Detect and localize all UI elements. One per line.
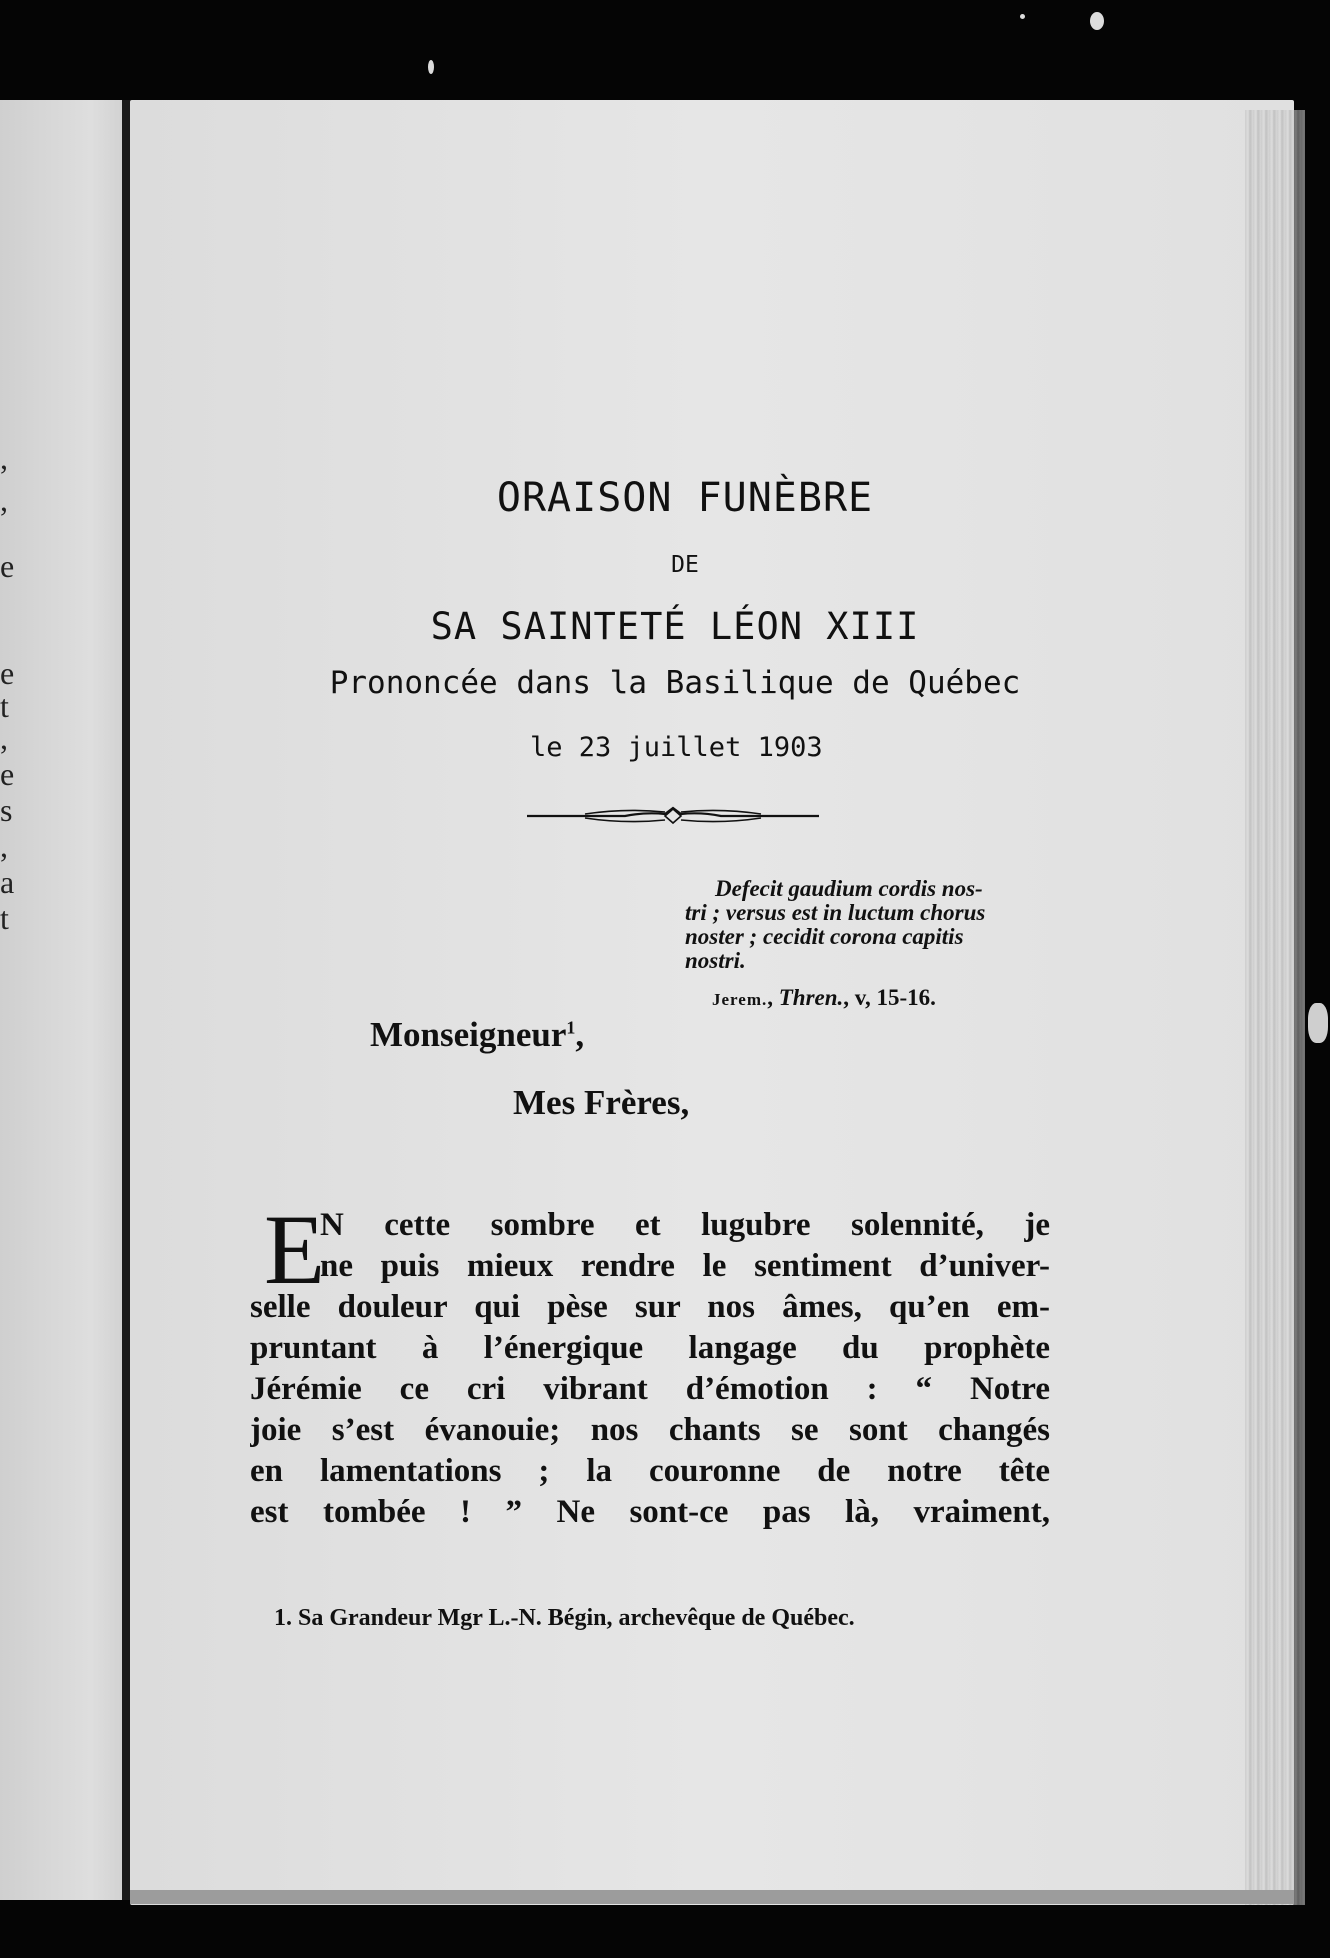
body-line: est tombée ! ” Ne sont-ce pas là, vraiment, [250,1494,1050,1530]
left-page-fragment: , [0,828,8,864]
salutation-comma: , [575,1015,585,1054]
left-page-fragment: t [0,688,9,724]
left-page-fragment: t [0,900,9,936]
left-page-margin [0,100,130,1900]
footnote: 1. Sa Grandeur Mgr L.-N. Bégin, archevêque de Québec. [274,1605,855,1631]
title-oraison-funebre: ORAISON FUNÈBRE [496,475,874,521]
epigraph-line: tri ; versus est in luctum chorus [685,900,986,925]
epigraph-work: Thren. [778,985,844,1010]
left-page-fragment: , [0,720,8,756]
page-edge-texture [1245,110,1305,1905]
epigraph-line: nostri. [685,948,746,973]
title-de: DE [671,552,699,578]
body-line: Jérémie ce cri vibrant d’émotion : “ Notre [250,1371,1050,1407]
body-line: pruntant à l’énergique langage du prophète [250,1330,1050,1366]
body-line: selle douleur qui pèse sur nos âmes, qu’en em- [250,1289,1050,1325]
left-page-fragment: a [0,864,15,900]
left-page-fragment: , [0,482,8,518]
salutation-mes-freres: Mes Frères, [513,1083,690,1122]
dust-speck [1308,1003,1328,1043]
dust-speck [428,60,434,74]
epigraph-source: Jerem., Thren., v, 15-16. [712,985,936,1010]
dust-speck [1020,14,1025,19]
page-bottom-edge [130,1890,1294,1904]
epigraph-line: Defecit gaudium cordis nos- [715,876,983,901]
title-leon-xiii: SA SAINTETÉ LÉON XIII [430,605,920,648]
left-page-fragment: s [0,792,13,828]
left-page-fragment: e [0,655,15,691]
left-page-fragment: e [0,756,15,792]
dust-speck [1090,12,1104,30]
footnote-marker: 1 [566,1017,576,1038]
body-line: ne puis mieux rendre le sentiment d’univer- [320,1248,1050,1284]
epigraph-reference: v, 15-16. [854,985,936,1010]
title-date: le 23 juillet 1903 [530,732,823,763]
salutation-monseigneur [370,1015,584,1055]
epigraph-line: noster ; cecidit corona capitis [685,924,964,949]
epigraph-author: Jerem. [712,990,768,1009]
ornamental-rule-icon [525,798,821,834]
title-prononcee: Prononcée dans la Basilique de Québec [329,665,1021,701]
epigraph-latin [685,877,1065,973]
left-page-fragment: e [0,548,15,584]
body-line: joie s’est évanouie; nos chants se sont changés [250,1412,1050,1448]
left-page-fragment: , [0,440,8,476]
body-paragraph [250,1205,1050,1533]
body-line: en lamentations ; la couronne de notre tête [250,1453,1050,1489]
drop-cap-letter: E [264,1194,326,1305]
body-line: N cette sombre et lugubre solennité, je [320,1207,1050,1243]
salutation-text: Monseigneur [370,1015,567,1054]
